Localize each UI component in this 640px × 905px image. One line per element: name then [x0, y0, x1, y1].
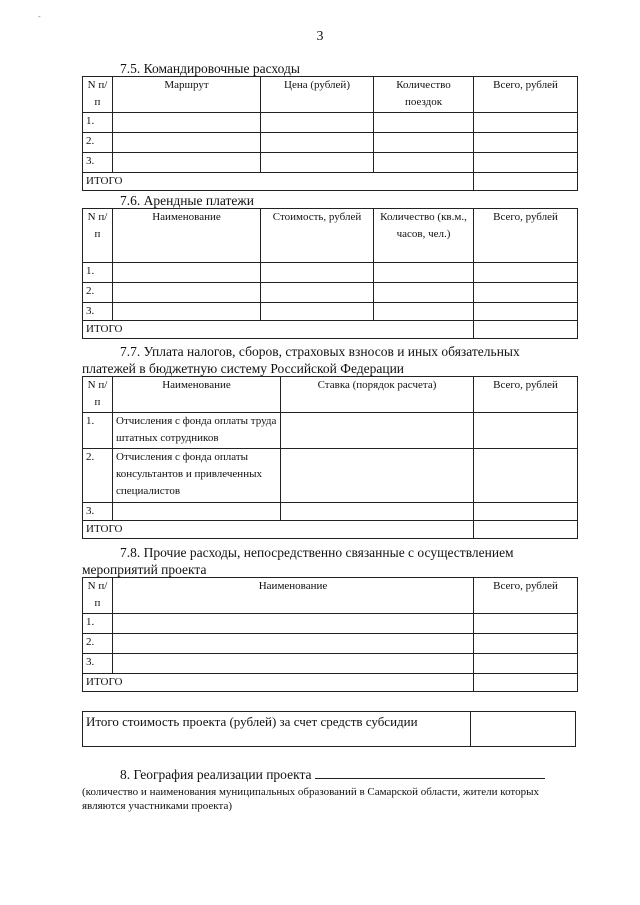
header-cell: Наименование	[113, 377, 281, 413]
table-row	[83, 153, 578, 173]
price-cell[interactable]	[261, 153, 374, 173]
section-8-title-line	[120, 765, 545, 783]
table-row	[83, 283, 578, 303]
total-cell[interactable]	[474, 634, 578, 654]
row-number: 1.	[83, 263, 113, 283]
table-row	[83, 413, 578, 449]
divider	[470, 712, 471, 746]
total-cell[interactable]	[474, 153, 578, 173]
total-cell[interactable]	[474, 654, 578, 674]
total-value-cell[interactable]	[474, 674, 578, 692]
name-cell[interactable]	[113, 283, 261, 303]
name-cell[interactable]	[113, 654, 474, 674]
header-cell: Маршрут	[113, 77, 261, 113]
rate-cell[interactable]	[281, 503, 474, 521]
header-cell: Стоимость, рублей	[261, 209, 374, 263]
table-row	[83, 503, 578, 521]
header-cell: N п/п	[83, 578, 113, 614]
header-cell: N п/п	[83, 377, 113, 413]
header-cell: Всего, рублей	[474, 209, 578, 263]
header-cell: Количество (кв.м., часов, чел.)	[374, 209, 474, 263]
total-row	[83, 674, 578, 692]
rate-cell[interactable]	[281, 449, 474, 503]
price-cell[interactable]	[261, 133, 374, 153]
business-trip-table	[82, 76, 578, 191]
total-value-cell[interactable]	[474, 521, 578, 539]
header-cell: Всего, рублей	[474, 377, 578, 413]
header-cell: Количество поездок	[374, 77, 474, 113]
section-7-5-title: 7.5. Командировочные расходы	[120, 61, 300, 76]
row-number: 1.	[83, 413, 113, 449]
total-cell[interactable]	[474, 133, 578, 153]
total-value-cell[interactable]	[474, 173, 578, 191]
total-row	[83, 521, 578, 539]
trips-cell[interactable]	[374, 153, 474, 173]
subsidy-total-label: Итого стоимость проекта (рублей) за счет средств субсидии	[86, 714, 418, 729]
quantity-cell[interactable]	[374, 283, 474, 303]
total-row	[83, 173, 578, 191]
header-cell: Наименование	[113, 209, 261, 263]
route-cell[interactable]	[113, 153, 261, 173]
total-cell[interactable]	[474, 113, 578, 133]
cost-cell[interactable]	[261, 303, 374, 321]
table-row	[83, 614, 578, 634]
section-7-8-title: 7.8. Прочие расходы, непосредственно связанные с осуществлением	[120, 545, 514, 560]
name-cell[interactable]	[113, 303, 261, 321]
total-cell[interactable]	[474, 303, 578, 321]
name-cell[interactable]	[113, 503, 281, 521]
row-number: 2.	[83, 283, 113, 303]
rate-cell[interactable]	[281, 413, 474, 449]
section-8-note: (количество и наименования муниципальных образований в Самарской области, жители которых являются участниками проекта)	[82, 786, 539, 812]
page-number: 3	[316, 29, 324, 44]
quantity-cell[interactable]	[374, 263, 474, 283]
taxes-table	[82, 376, 578, 539]
name-cell: Отчисления с фонда оплаты консультантов и привлеченных специалистов	[113, 449, 281, 503]
total-cell[interactable]	[474, 614, 578, 634]
price-cell[interactable]	[261, 113, 374, 133]
section-8-title: 8. География реализации проекта	[120, 767, 312, 782]
total-cell[interactable]	[474, 263, 578, 283]
table-row	[83, 133, 578, 153]
row-number: 3.	[83, 654, 113, 674]
row-number: 2.	[83, 133, 113, 153]
trips-cell[interactable]	[374, 133, 474, 153]
route-cell[interactable]	[113, 133, 261, 153]
row-number: 2.	[83, 449, 113, 503]
section-7-7-title-cont: платежей в бюджетную систему Российской Федерации	[82, 361, 405, 376]
total-cell[interactable]	[474, 503, 578, 521]
cost-cell[interactable]	[261, 263, 374, 283]
table-row	[83, 449, 578, 503]
header-cell: N п/п	[83, 209, 113, 263]
cost-cell[interactable]	[261, 283, 374, 303]
total-label: ИТОГО	[83, 521, 474, 539]
corner-mark: -	[38, 12, 41, 21]
header-cell: Наименование	[113, 578, 474, 614]
header-cell: Всего, рублей	[474, 578, 578, 614]
name-cell[interactable]	[113, 614, 474, 634]
section-7-8-title-cont: мероприятий проекта	[82, 562, 207, 577]
total-label: ИТОГО	[83, 321, 474, 339]
header-cell: N п/п	[83, 77, 113, 113]
other-expenses-table	[82, 577, 578, 692]
row-number: 3.	[83, 503, 113, 521]
subsidy-total-box	[82, 711, 576, 747]
header-cell: Цена (рублей)	[261, 77, 374, 113]
header-cell: Ставка (порядок расчета)	[281, 377, 474, 413]
table-row	[83, 113, 578, 133]
table-row	[83, 634, 578, 654]
table-row	[83, 654, 578, 674]
name-cell: Отчисления с фонда оплаты труда штатных сотрудников	[113, 413, 281, 449]
total-label: ИТОГО	[83, 674, 474, 692]
row-number: 1.	[83, 614, 113, 634]
total-cell[interactable]	[474, 283, 578, 303]
header-cell: Всего, рублей	[474, 77, 578, 113]
table-row	[83, 303, 578, 321]
rent-table	[82, 208, 578, 339]
row-number: 1.	[83, 113, 113, 133]
name-cell[interactable]	[113, 634, 474, 654]
total-cell[interactable]	[474, 413, 578, 449]
route-cell[interactable]	[113, 113, 261, 133]
table-row	[83, 263, 578, 283]
total-cell[interactable]	[474, 449, 578, 503]
row-number: 3.	[83, 303, 113, 321]
row-number: 2.	[83, 634, 113, 654]
section-7-6-title: 7.6. Арендные платежи	[120, 193, 254, 208]
section-7-7-title: 7.7. Уплата налогов, сборов, страховых взносов и иных обязательных	[120, 344, 520, 359]
total-value-cell[interactable]	[474, 321, 578, 339]
quantity-cell[interactable]	[374, 303, 474, 321]
row-number: 3.	[83, 153, 113, 173]
trips-cell[interactable]	[374, 113, 474, 133]
name-cell[interactable]	[113, 263, 261, 283]
geography-input-line[interactable]	[315, 765, 545, 779]
total-label: ИТОГО	[83, 173, 474, 191]
total-row	[83, 321, 578, 339]
